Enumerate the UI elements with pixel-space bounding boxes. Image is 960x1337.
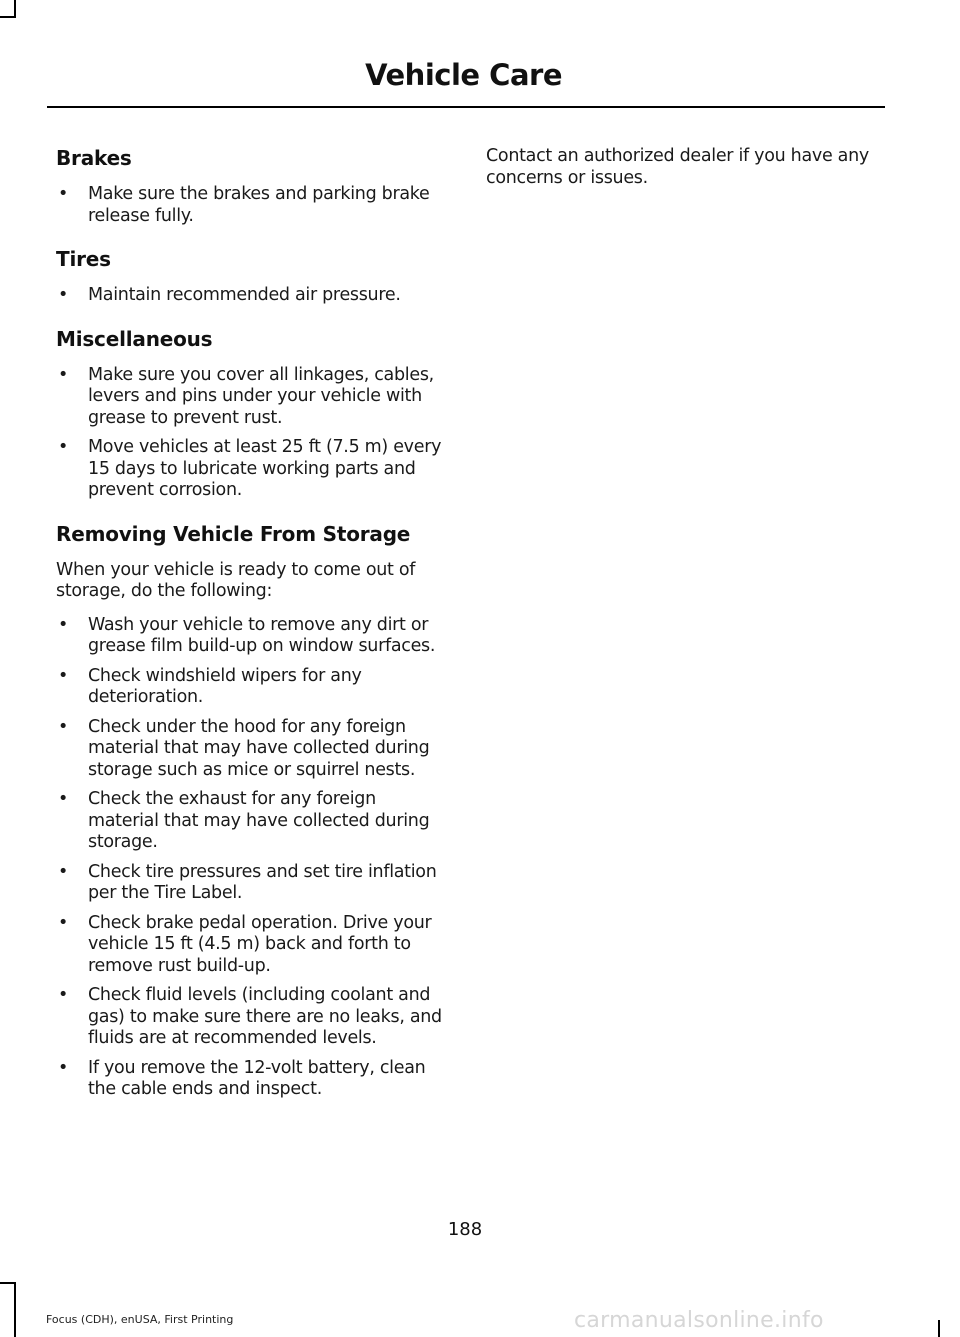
list-item: • Make sure you cover all linkages, cables, levers and pins under your vehicle with grease to prevent rust.	[58, 364, 434, 428]
list-item: • Check fluid levels (including coolant and gas) to make sure there are no leaks, and fluids are at recommended levels.	[58, 985, 442, 1048]
miscellaneous-list	[56, 365, 448, 502]
crop-mark	[14, 1282, 16, 1337]
bullet-icon: •	[58, 912, 69, 933]
tires-heading: Tires	[56, 247, 111, 271]
crop-mark	[0, 1282, 16, 1284]
bullet-icon: •	[58, 716, 69, 737]
list-item: • Check under the hood for any foreign material that may have collected during storage such as mice or squirrel nests.	[58, 716, 430, 780]
bullet-icon: •	[58, 364, 69, 385]
page-number: 188	[447, 1219, 483, 1240]
miscellaneous-heading: Miscellaneous	[56, 326, 213, 351]
bullet-icon: •	[58, 1057, 69, 1078]
bullet-icon: •	[58, 665, 69, 686]
bullet-icon: •	[58, 861, 69, 882]
header-divider	[47, 106, 885, 108]
list-item: • Maintain recommended air pressure.	[58, 285, 401, 305]
brakes-list	[56, 184, 448, 227]
crop-mark	[0, 16, 16, 18]
crop-mark	[14, 0, 16, 16]
removing-storage-heading: Removing Vehicle From Storage	[56, 521, 411, 546]
list-item: • Move vehicles at least 25 ft (7.5 m) every 15 days to lubricate working parts and prevent corrosion.	[58, 437, 442, 500]
removing-storage-intro: When your vehicle is ready to come out of storage, do the following:	[56, 559, 416, 601]
crop-mark	[938, 1320, 940, 1337]
left-column	[56, 146, 448, 1121]
bullet-icon: •	[58, 437, 69, 457]
watermark: carmanualsonline.info	[574, 1308, 824, 1333]
page-title: Vehicle Care	[365, 58, 562, 92]
print-info: Focus (CDH), enUSA, First Printing	[46, 1313, 234, 1326]
contact-dealer-text: Contact an authorized dealer if you have any concerns or issues.	[486, 146, 869, 188]
bullet-icon: •	[58, 614, 69, 635]
list-item: • Check the exhaust for any foreign material that may have collected during storage.	[58, 789, 430, 852]
list-item: • Check windshield wipers for any deterioration.	[58, 665, 362, 707]
bullet-icon: •	[58, 985, 69, 1005]
bullet-icon: •	[58, 285, 69, 305]
bullet-icon: •	[58, 184, 69, 204]
list-item: • Make sure the brakes and parking brake release fully.	[58, 184, 430, 226]
tires-list	[56, 285, 448, 307]
list-item: • Wash your vehicle to remove any dirt or grease film build-up on window surfaces.	[58, 614, 436, 656]
removing-storage-list	[56, 615, 448, 1101]
list-item: • Check tire pressures and set tire inflation per the Tire Label.	[58, 861, 437, 903]
list-item: • Check brake pedal operation. Drive your vehicle 15 ft (4.5 m) back and forth to remove rust build-up.	[58, 912, 432, 976]
list-item: • If you remove the 12-volt battery, clean the cable ends and inspect.	[58, 1057, 426, 1099]
right-column	[486, 146, 878, 201]
brakes-heading: Brakes	[56, 146, 132, 170]
bullet-icon: •	[58, 789, 69, 809]
